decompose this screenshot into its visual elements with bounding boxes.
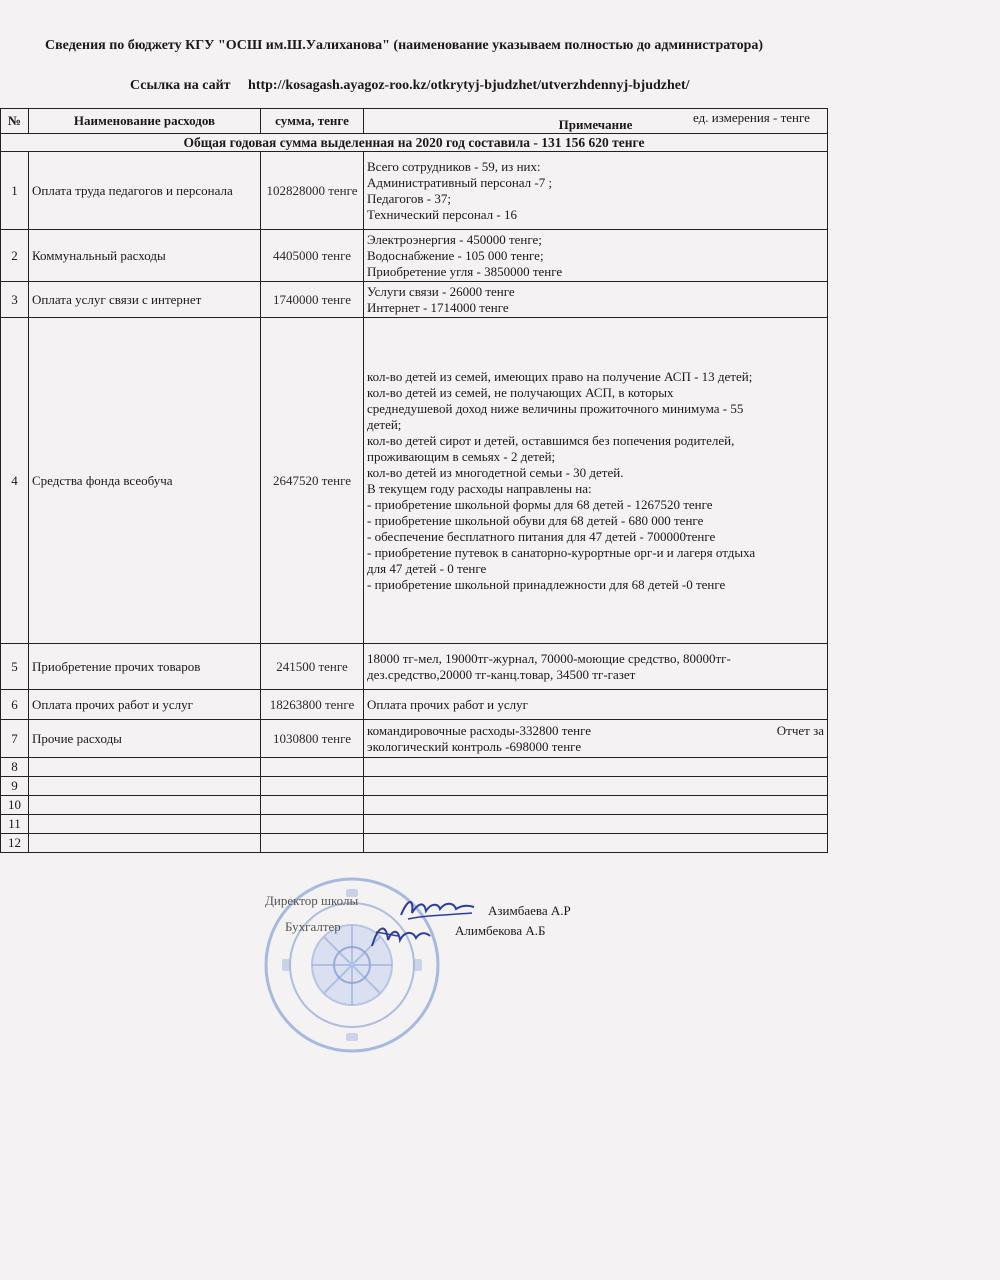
row-name: [29, 815, 261, 834]
row-num: 2: [1, 230, 29, 282]
row-sum: [261, 796, 364, 815]
row-name: Оплата труда педагогов и персонала: [29, 152, 261, 230]
note-line: кол-во детей из семей, имеющих право на получение АСП - 13 детей;: [367, 368, 753, 384]
document-title: Сведения по бюджету КГУ "ОСШ им.Ш.Уалиханова" (наименование указываем полностью до администратора): [45, 38, 764, 53]
note-line: Услуги связи - 26000 тенге: [367, 283, 515, 299]
accountant-signature: [368, 918, 432, 952]
row-name: Приобретение прочих товаров: [29, 644, 261, 690]
table-row: [1, 834, 828, 853]
note-line: - обеспечение бесплатного питания для 47 детей - 700000тенге: [367, 528, 716, 544]
accountant-label: Бухгалтер: [285, 919, 341, 934]
accountant-name: Алимбекова А.Б: [455, 923, 546, 938]
row-sum: [261, 777, 364, 796]
table-row: [1, 796, 828, 815]
note-line: 18000 тг-мел, 19000тг-журнал, 70000-моющие средство, 80000тг-: [367, 650, 731, 666]
note-line: кол-во детей сирот и детей, оставшимся без попечения родителей,: [367, 432, 735, 448]
row-note: [364, 282, 828, 318]
row-note: [364, 230, 828, 282]
row-num: 7: [1, 720, 29, 758]
total-row: [1, 134, 828, 152]
table-row: [1, 758, 828, 777]
row-note: [364, 152, 828, 230]
budget-table: [0, 108, 828, 853]
site-link-url: http://kosagash.ayagoz-roo.kz/otkrytyj-bjudzhet/utverzhdennyj-bjudzhet/: [248, 78, 690, 93]
row-num: 6: [1, 690, 29, 720]
note-line: Педагогов - 37;: [367, 190, 451, 206]
table-row: [1, 644, 828, 690]
table-row: [1, 690, 828, 720]
table-row: [1, 720, 828, 758]
row-num: 4: [1, 318, 29, 644]
row-note: [364, 777, 828, 796]
site-link-line: [130, 78, 690, 94]
row-name: Оплата услуг связи с интернет: [29, 282, 261, 318]
row-sum: [261, 815, 364, 834]
note-line: кол-во детей из многодетной семьи - 30 детей.: [367, 464, 624, 480]
table-row: [1, 815, 828, 834]
note-line: Всего сотрудников - 59, из них:: [367, 158, 541, 174]
note-line: - приобретение школьной формы для 68 детей - 1267520 тенге: [367, 496, 713, 512]
row-sum: 1740000 тенге: [261, 282, 364, 318]
row-num: 11: [1, 815, 29, 834]
note-line: экологический контроль -698000 тенге: [367, 738, 582, 754]
row-sum: 102828000 тенге: [261, 152, 364, 230]
row-num: 3: [1, 282, 29, 318]
row-sum: 18263800 тенге: [261, 690, 364, 720]
note-line: Технический персонал - 16: [367, 206, 517, 222]
row-sum: 1030800 тенге: [261, 720, 364, 758]
row-name: [29, 777, 261, 796]
row-name: [29, 758, 261, 777]
note-extra: Отчет за: [776, 722, 824, 738]
table-row: [1, 230, 828, 282]
note-line: Оплата прочих работ и услуг: [367, 696, 528, 712]
row-sum: [261, 758, 364, 777]
note-line-with-extra: [367, 723, 824, 739]
row-note: [364, 318, 828, 644]
table-row: [1, 777, 828, 796]
total-line: Общая годовая сумма выделенная на 2020 год составила - 131 156 620 тенге: [1, 134, 828, 152]
row-num: 1: [1, 152, 29, 230]
row-name: Коммунальный расходы: [29, 230, 261, 282]
row-note: [364, 690, 828, 720]
row-name: [29, 834, 261, 853]
header-sum: сумма, тенге: [261, 109, 364, 134]
row-num: 12: [1, 834, 29, 853]
note-line: Электроэнергия - 450000 тенге;: [367, 231, 542, 247]
note-line: для 47 детей - 0 тенге: [367, 560, 487, 576]
row-num: 8: [1, 758, 29, 777]
header-num: №: [1, 109, 29, 134]
note-line: дез.средство,20000 тг-канц.товар, 34500 тг-газет: [367, 666, 636, 682]
note-line: Интернет - 1714000 тенге: [367, 299, 509, 315]
row-name: Прочие расходы: [29, 720, 261, 758]
director-name: Азимбаева А.Р: [488, 903, 571, 918]
row-sum: 241500 тенге: [261, 644, 364, 690]
note-line: Водоснабжение - 105 000 тенге;: [367, 247, 544, 263]
note-line: проживающим в семьях - 2 детей;: [367, 448, 556, 464]
row-num: 5: [1, 644, 29, 690]
header-note-label: Примечание: [558, 117, 633, 132]
row-name: [29, 796, 261, 815]
table-row: [1, 282, 828, 318]
row-name: Оплата прочих работ и услуг: [29, 690, 261, 720]
row-note: [364, 758, 828, 777]
table-row: [1, 318, 828, 644]
header-name: Наименование расходов: [29, 109, 261, 134]
note-line: - приобретение путевок в санаторно-курортные орг-и и лагеря отдыха: [367, 544, 756, 560]
row-note: [364, 815, 828, 834]
note-line: детей;: [367, 416, 402, 432]
row-num: 10: [1, 796, 29, 815]
row-name: Средства фонда всеобуча: [29, 318, 261, 644]
unit-note: ед. измерения - тенге: [693, 110, 810, 125]
row-note: [364, 796, 828, 815]
row-sum: [261, 834, 364, 853]
note-line: кол-во детей из семей, не получающих АСП, в которых: [367, 384, 674, 400]
note-line: Административный персонал -7 ;: [367, 174, 553, 190]
row-sum: 2647520 тенге: [261, 318, 364, 644]
row-note: [364, 720, 828, 758]
note-line: - приобретение школьной обуви для 68 детей - 680 000 тенге: [367, 512, 704, 528]
row-num: 9: [1, 777, 29, 796]
table-row: [1, 152, 828, 230]
director-label: Директор школы: [265, 893, 359, 908]
row-note: [364, 644, 828, 690]
row-sum: 4405000 тенге: [261, 230, 364, 282]
note-line: В текущем году расходы направлены на:: [367, 480, 592, 496]
site-link-label: Ссылка на сайт: [130, 78, 231, 93]
note-line: среднедушевой доход ниже величины прожиточного минимума - 55: [367, 400, 744, 416]
note-line: Приобретение угля - 3850000 тенге: [367, 263, 563, 279]
note-line: командировочные расходы-332800 тенге: [367, 722, 592, 738]
row-note: [364, 834, 828, 853]
note-line: - приобретение школьной принадлежности для 68 детей -0 тенге: [367, 576, 726, 592]
